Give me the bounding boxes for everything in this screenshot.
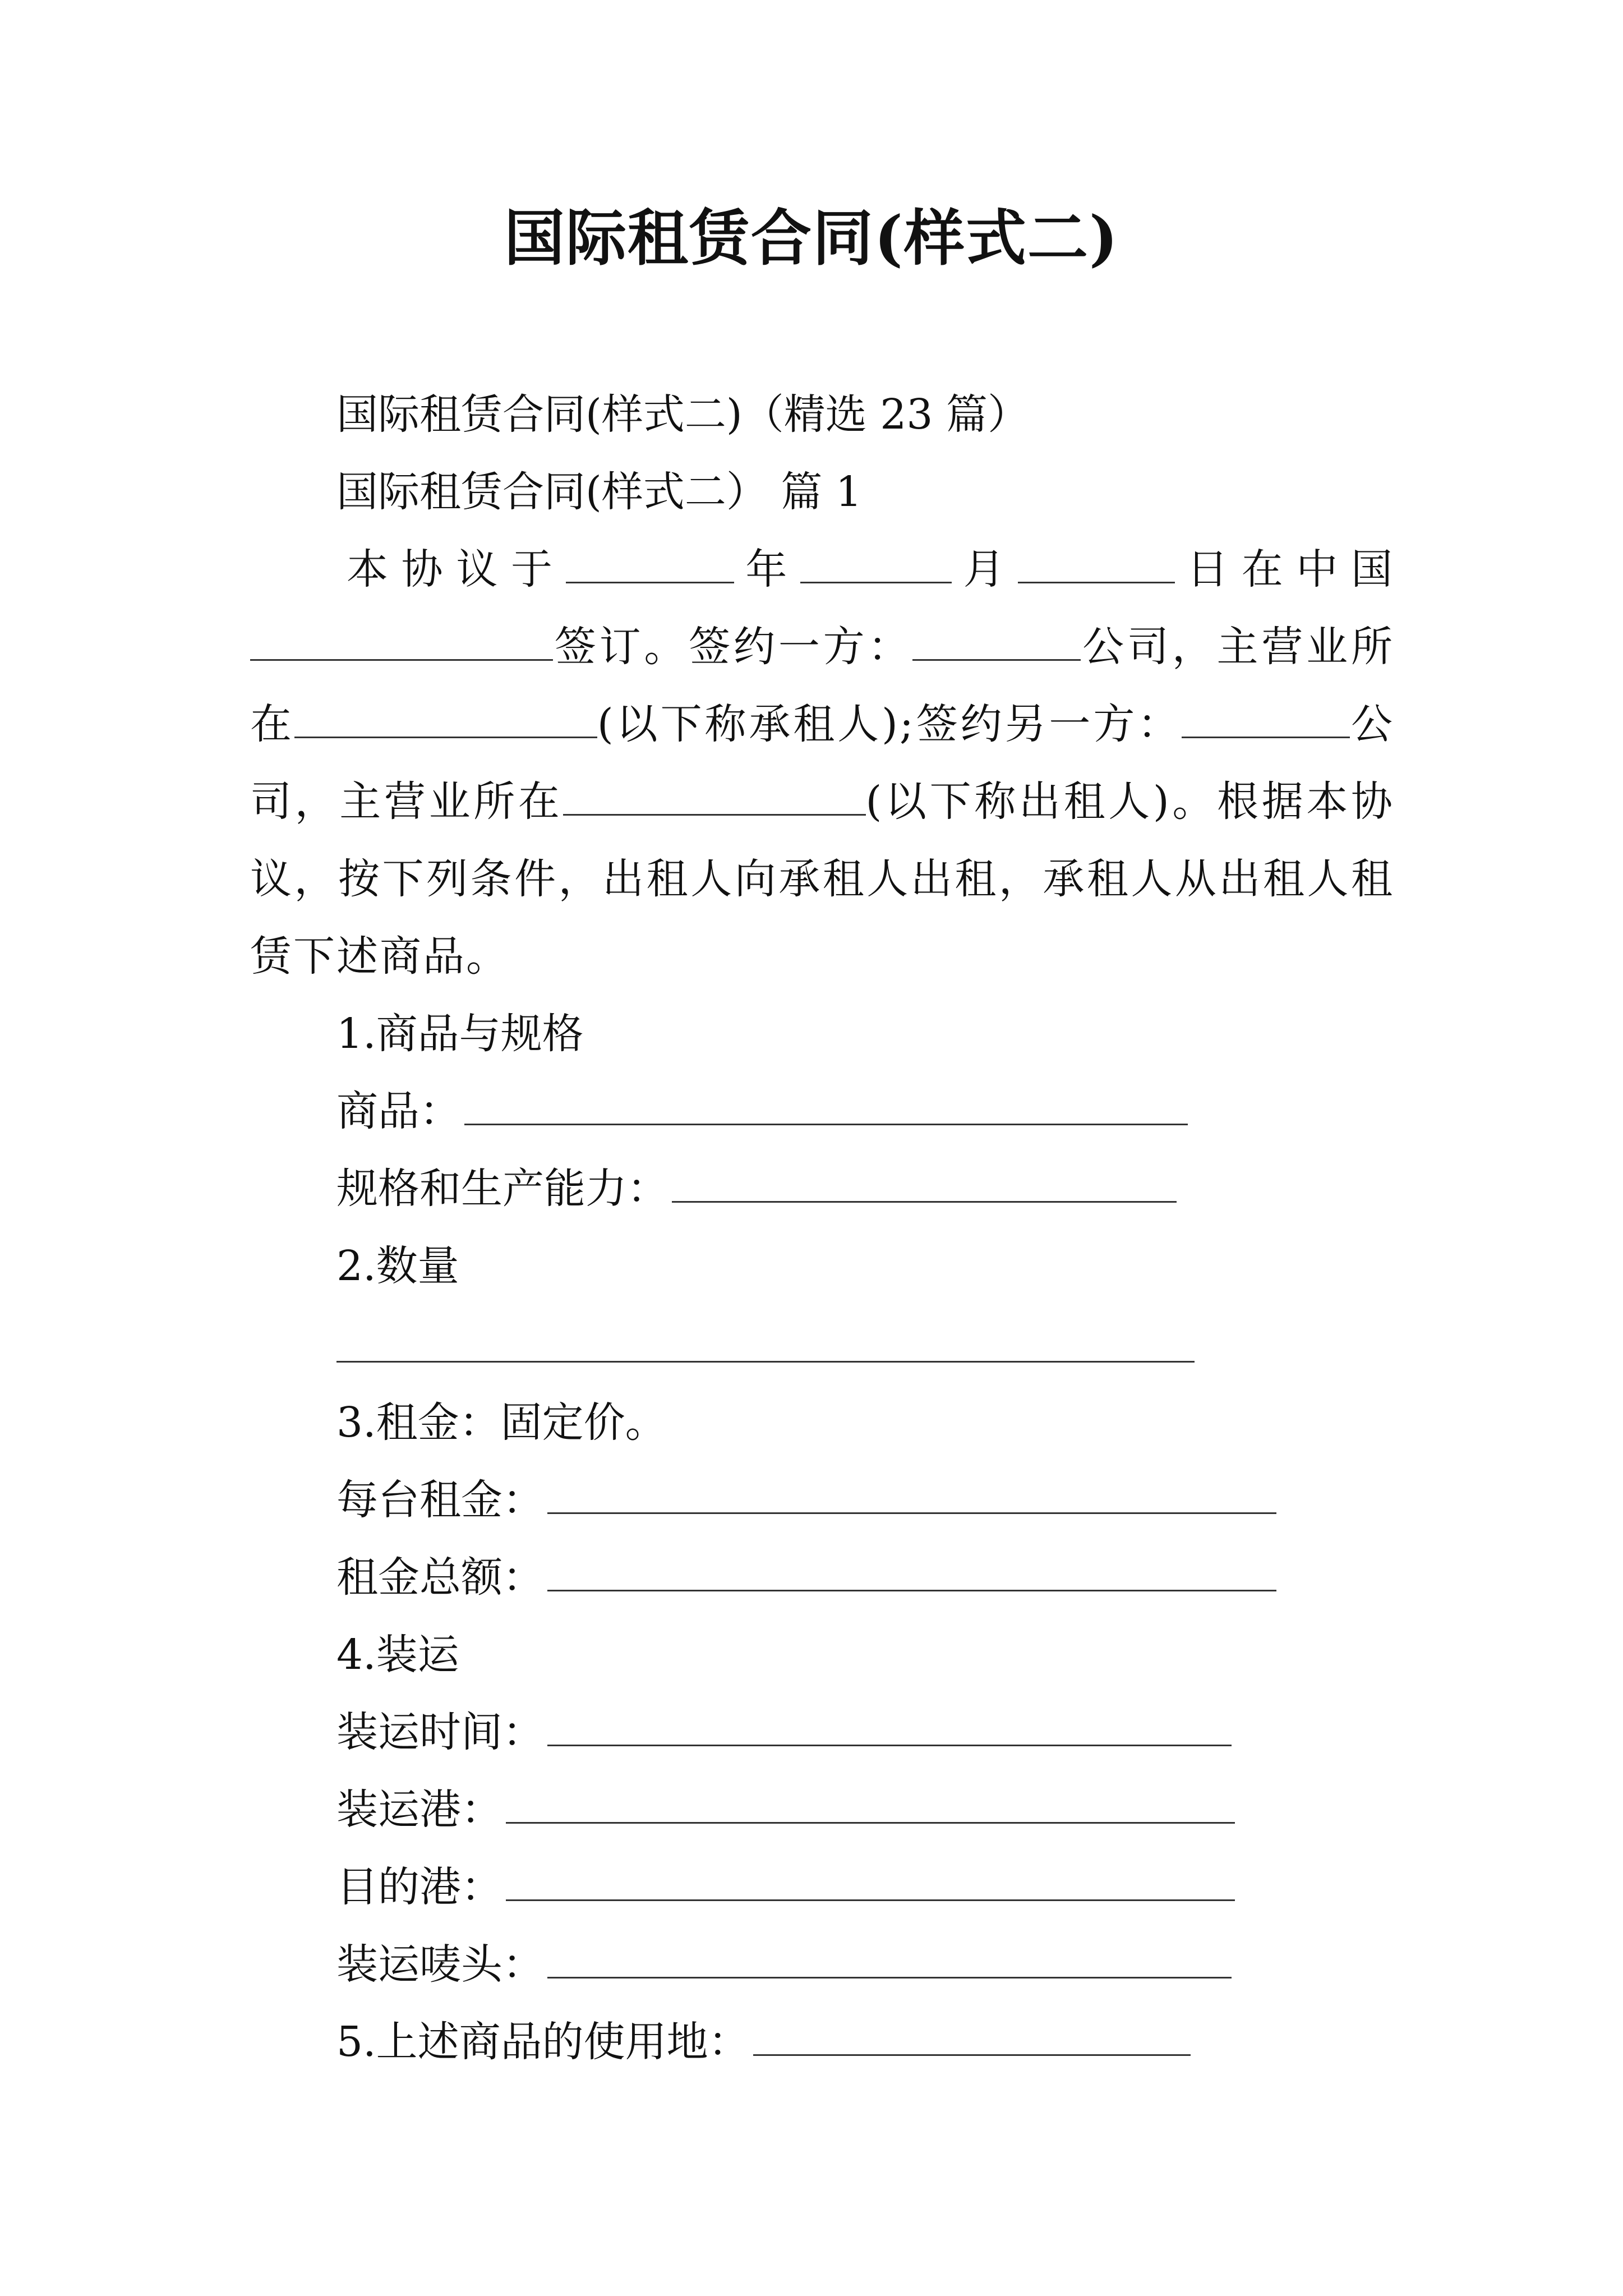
intro-text-3: 月 [952,545,1018,593]
rent-each-blank [547,1472,1276,1514]
goods-blank [464,1083,1188,1125]
blank-month [800,541,952,583]
document-title: 国际租赁合同(样式二) [504,203,1119,274]
dest-port-label: 目的港： [336,1863,502,1911]
ship-time-label: 装运时间： [336,1708,544,1756]
intro-text-9: (以下称出租人)。根据本协议，按下列条件，出租人向承租人出租，承租人从出租人租赁下述商品。 [250,777,1394,981]
document-body [250,376,1394,2081]
section-2-heading: 2.数量 [336,1242,459,1290]
section-1-heading: 1.商品与规格 [336,1010,584,1058]
subtitle-line: 国际租赁合同(样式二)（精选 23 篇） [336,390,1029,439]
ship-port-blank [506,1782,1235,1824]
section-4-heading: 4.装运 [336,1631,459,1679]
intro-text-8: 公司，主营业所在 [250,700,1395,826]
rent-total-label: 租金总额： [336,1553,544,1602]
section-heading: 国际租赁合同(样式二） 篇 1 [336,468,862,516]
intro-text-1: 本协议于 [347,545,566,593]
intro-text-7: (以下称承租人);签约另一方： [597,700,1182,748]
section-5-label: 5.上述商品的使用地： [336,2018,750,2066]
intro-text-6: 公司，主营业所在 [250,623,1394,748]
ship-mark-blank [547,1936,1232,1978]
ship-port-line [250,1771,1394,1848]
intro-text-2: 年 [734,545,801,593]
ship-port-label: 装运港： [336,1786,502,1834]
blank-place [250,619,553,661]
goods-line [250,1073,1394,1150]
ship-mark-line [250,1926,1394,2003]
blank-lessor-address [563,774,866,816]
spec-blank [672,1161,1177,1203]
usage-place-blank [753,2014,1191,2056]
rent-total-blank [547,1549,1276,1591]
ship-time-blank [547,1704,1232,1746]
ship-time-line [250,1694,1394,1771]
spec-line [250,1150,1394,1227]
ship-mark-label: 装运唛头： [336,1940,544,1989]
rent-each-line [250,1461,1394,1539]
dest-port-blank [506,1859,1235,1901]
blank-lessee-address [294,696,597,738]
section-3-heading: 3.租金：固定价。 [336,1398,667,1447]
blank-day [1018,541,1175,583]
goods-label: 商品： [336,1087,461,1135]
rent-each-label: 每台租金： [336,1476,544,1524]
spec-label: 规格和生产能力： [336,1165,668,1213]
intro-paragraph [250,531,1394,995]
quantity-blank [336,1327,1195,1363]
intro-text-5: 签订。签约一方： [553,623,913,671]
blank-year [566,541,734,583]
blank-lessor-company [1182,696,1350,738]
blank-lessee-company [912,619,1081,661]
section-5-line [250,2003,1394,2081]
dest-port-line [250,1848,1394,1926]
intro-text-4: 日在中国 [1175,545,1395,593]
rent-total-line [250,1539,1394,1616]
